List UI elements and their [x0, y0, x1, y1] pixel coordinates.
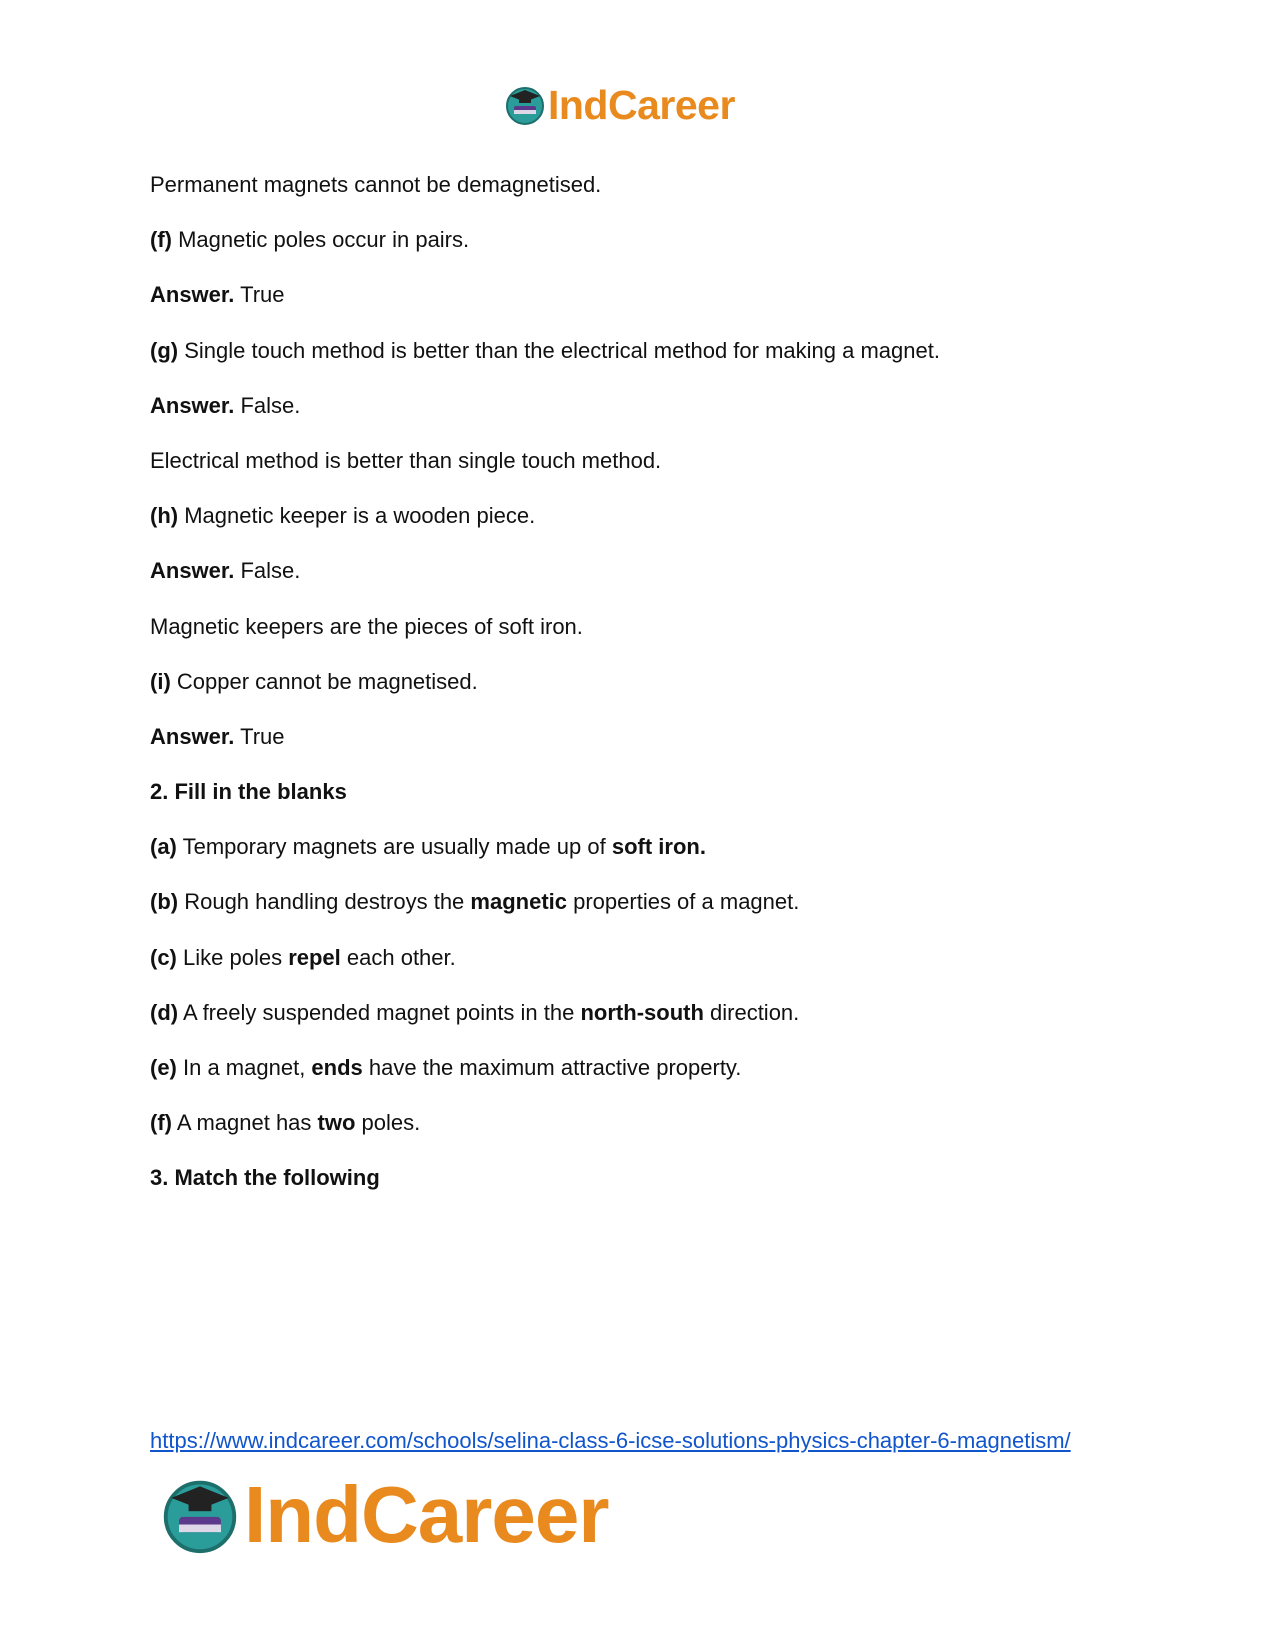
text-line: Magnetic keepers are the pieces of soft iron.: [150, 613, 583, 639]
fill-blank-line: (b) Rough handling destroys the magnetic properties of a magnet.: [150, 889, 800, 915]
fill-blank-line: (c) Like poles repel each other.: [150, 944, 456, 970]
answer-line: Answer. True: [150, 282, 285, 308]
answer-line: Answer. False.: [150, 558, 301, 584]
question-line: (i) Copper cannot be magnetised.: [150, 668, 478, 694]
source-url-link[interactable]: https://www.indcareer.com/schools/selina-class-6-icse-solutions-physics-chapter-6-magnetism/: [150, 1428, 1071, 1453]
fill-blank-line: (f) A magnet has two poles.: [150, 1110, 421, 1136]
header-logo: [504, 80, 735, 130]
graduation-globe-icon: [504, 84, 546, 126]
document-body: [150, 172, 1170, 1221]
text-line: Electrical method is better than single touch method.: [150, 447, 662, 473]
footer-logo: [160, 1470, 608, 1560]
fill-blank-line: (e) In a magnet, ends have the maximum attractive property.: [150, 1055, 742, 1080]
section-heading: 3. Match the following: [150, 1165, 380, 1191]
answer-line: Answer. True: [150, 723, 285, 749]
logo-text: IndCareer: [548, 81, 735, 128]
question-line: (h) Magnetic keeper is a wooden piece.: [150, 503, 536, 529]
graduation-globe-icon: [160, 1475, 240, 1555]
question-line: (f) Magnetic poles occur in pairs.: [150, 227, 470, 253]
fill-blank-line: (d) A freely suspended magnet points in the north-south direction.: [150, 999, 800, 1025]
question-line: (g) Single touch method is better than the electrical method for making a magnet.: [150, 337, 940, 363]
logo-text: IndCareer: [244, 1470, 609, 1559]
answer-line: Answer. False.: [150, 392, 301, 418]
section-heading: 2. Fill in the blanks: [150, 779, 347, 805]
fill-blank-line: (a) Temporary magnets are usually made up of soft iron.: [150, 834, 706, 860]
text-line: Permanent magnets cannot be demagnetised.: [150, 172, 602, 197]
